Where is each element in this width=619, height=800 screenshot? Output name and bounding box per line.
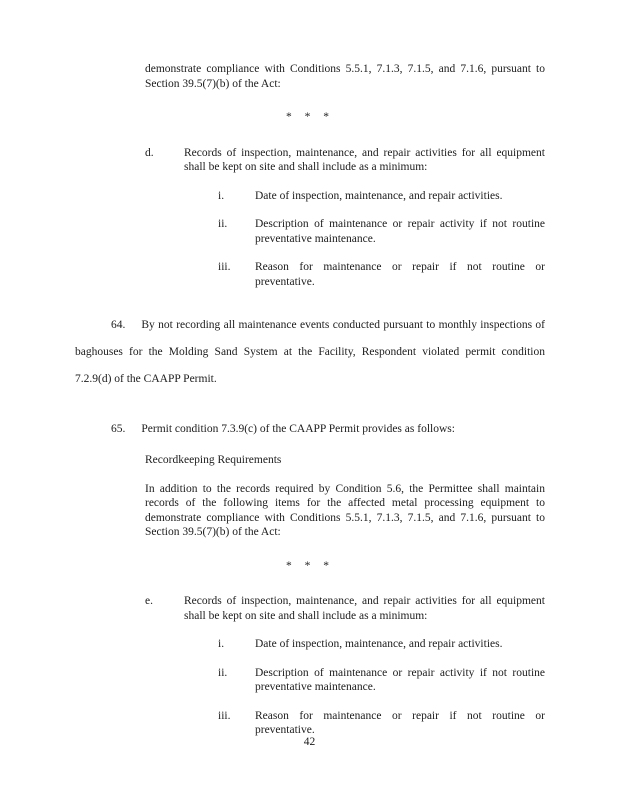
paragraph-65-text: Permit condition 7.3.9(c) of the CAAPP Permit provides as follows: <box>141 423 455 435</box>
quote-condition-739c: In addition to the records required by Condition 5.6, the Permittee shall maintain records of the following items for the affected metal processing equipment to demonstrate compliance with Conditions 5.5.1, 7.1.3, 7.1.5, and 7.1.6, pursuant to Section 39.5(7)(b) of the Act: <box>145 482 545 538</box>
list-item-d-iii-label: iii. <box>218 261 231 273</box>
recordkeeping-heading: Recordkeeping Requirements <box>145 454 282 466</box>
list-item-e-ii-text: Description of maintenance or repair activity if not routine preventative maintenance. <box>255 666 545 693</box>
list-item-d-ii <box>218 217 545 246</box>
list-item-e-iii-label: iii. <box>218 709 231 722</box>
quote-continuation: demonstrate compliance with Conditions 5.5.1, 7.1.3, 7.1.5, and 7.1.6, pursuant to Section 39.5(7)(b) of the Act: <box>145 63 545 90</box>
paragraph-64 <box>75 312 545 393</box>
list-item-d-iii-text: Reason for maintenance or repair if not routine or preventative. <box>255 261 545 288</box>
list-item-d-ii-text: Description of maintenance or repair activity if not routine preventative maintenance. <box>255 218 545 245</box>
list-item-e-label: e. <box>145 595 153 607</box>
list-item-d <box>145 146 545 175</box>
paragraph-64-number: 64. <box>111 319 126 331</box>
page-number: 42 <box>303 735 316 748</box>
list-item-d-text: Records of inspection, maintenance, and repair activities for all equipment shall be kept on site and shall include as a minimum: <box>184 146 545 173</box>
list-item-d-i-text: Date of inspection, maintenance, and repair activities. <box>255 189 503 202</box>
list-item-e-ii-label: ii. <box>218 666 228 679</box>
paragraph-65-number: 65. <box>111 423 126 435</box>
list-item-d-i-label: i. <box>218 189 225 202</box>
list-item-d-iii <box>218 260 545 289</box>
list-item-e-ii <box>218 666 545 695</box>
list-item-d-label: d. <box>145 146 154 159</box>
paragraph-64-text: By not recording all maintenance events conducted pursuant to monthly inspections of baghouses for the Molding Sand System at the Facility, Respondent violated permit condition 7.2.9(d) of the CAAPP Permit. <box>75 319 545 385</box>
list-item-e-i-label: i. <box>218 638 225 650</box>
list-item-e-iii-text: Reason for maintenance or repair if not routine or preventative. <box>255 709 545 736</box>
list-item-e-i-text: Date of inspection, maintenance, and repair activities. <box>255 638 503 650</box>
list-item-e-text: Records of inspection, maintenance, and repair activities for all equipment shall be kept on site and shall include as a minimum: <box>184 595 545 622</box>
list-item-e <box>145 594 545 623</box>
section-separator-2: * * * <box>286 559 334 572</box>
list-item-e-iii <box>218 709 545 738</box>
paragraph-65 <box>75 416 545 443</box>
list-item-e-i <box>218 637 545 652</box>
list-item-d-i <box>218 189 545 204</box>
section-separator: * * * <box>286 111 334 123</box>
list-item-d-ii-label: ii. <box>218 218 228 230</box>
